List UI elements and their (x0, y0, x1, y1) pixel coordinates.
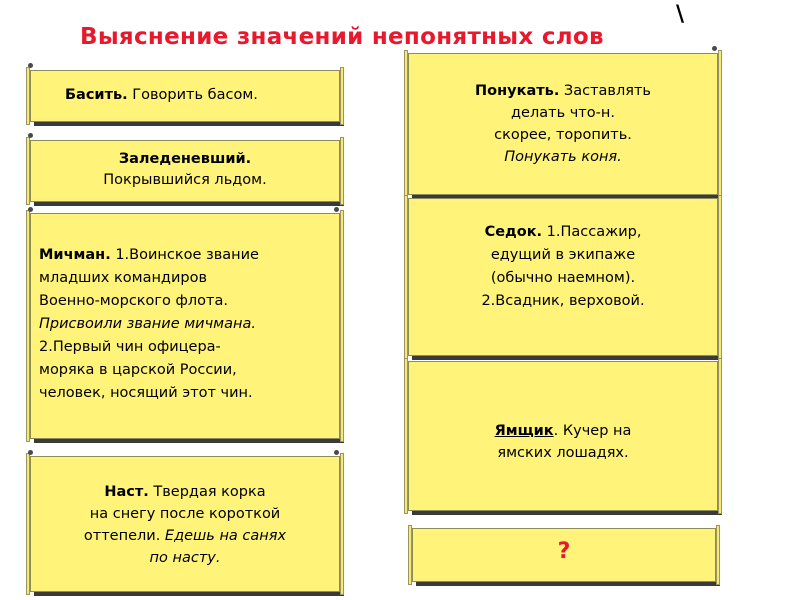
michman-line-2: младших командиров (39, 270, 208, 286)
corner-mark: \ (676, 2, 685, 27)
term-basit: Басить. (65, 87, 128, 103)
card-zaledenevshiy (30, 140, 340, 202)
page-title: Выяснение значений непонятных слов (80, 24, 604, 50)
michman-line-6: моряка в царской России, (39, 362, 237, 378)
card-michman (30, 213, 340, 439)
ponukat-line-4: Понукать коня. (504, 149, 622, 165)
term-nast: Наст. (104, 484, 149, 500)
michman-line-3: Военно-морского флота. (39, 293, 228, 309)
card-basit (30, 70, 340, 122)
card-yamshchik (408, 361, 718, 511)
card-question (412, 528, 716, 582)
card-nast (30, 456, 340, 592)
ponukat-line-1: Заставлять (559, 83, 651, 99)
ponukat-line-2: делать что-н. (511, 105, 615, 121)
sedok-line-4: 2.Всадник, верховой. (481, 293, 645, 309)
term-michman: Мичман. (39, 247, 111, 263)
term-zaledenevshiy: Заледеневший. (118, 151, 252, 167)
term-sedok: Седок. (484, 224, 543, 240)
ponukat-line-3: скорее, торопить. (494, 127, 632, 143)
term-yamshchik: Ямщик (494, 423, 554, 439)
card-sedok (408, 198, 718, 356)
michman-line-1: 1.Воинское звание (110, 247, 259, 263)
question-mark: ? (557, 539, 571, 564)
nast-line-2: на снегу после короткой (89, 506, 281, 522)
sedok-line-1: 1.Пассажир, (542, 224, 642, 240)
nast-line-3b: Едешь на санях (164, 528, 287, 544)
sedok-line-3: (обычно наемном). (490, 270, 636, 286)
yamshchik-line-1: . Кучер на (553, 423, 632, 439)
sedok-line-2: едущий в экипаже (490, 247, 636, 263)
michman-line-5: 2.Первый чин офицера- (39, 339, 221, 355)
def-zaledenevshiy: Покрывшийся льдом. (103, 172, 267, 188)
nast-line-4: по насту. (149, 550, 221, 566)
michman-line-7: человек, носящий этот чин. (39, 385, 253, 401)
def-basit: Говорить басом. (127, 87, 258, 103)
card-ponukat (408, 53, 718, 195)
term-ponukat: Понукать. (475, 83, 560, 99)
michman-line-4: Присвоили звание мичмана. (39, 316, 256, 332)
nast-line-1: Твердая корка (148, 484, 266, 500)
yamshchik-line-2: ямских лошадях. (497, 445, 629, 461)
nast-line-3a: оттепели. (83, 528, 165, 544)
